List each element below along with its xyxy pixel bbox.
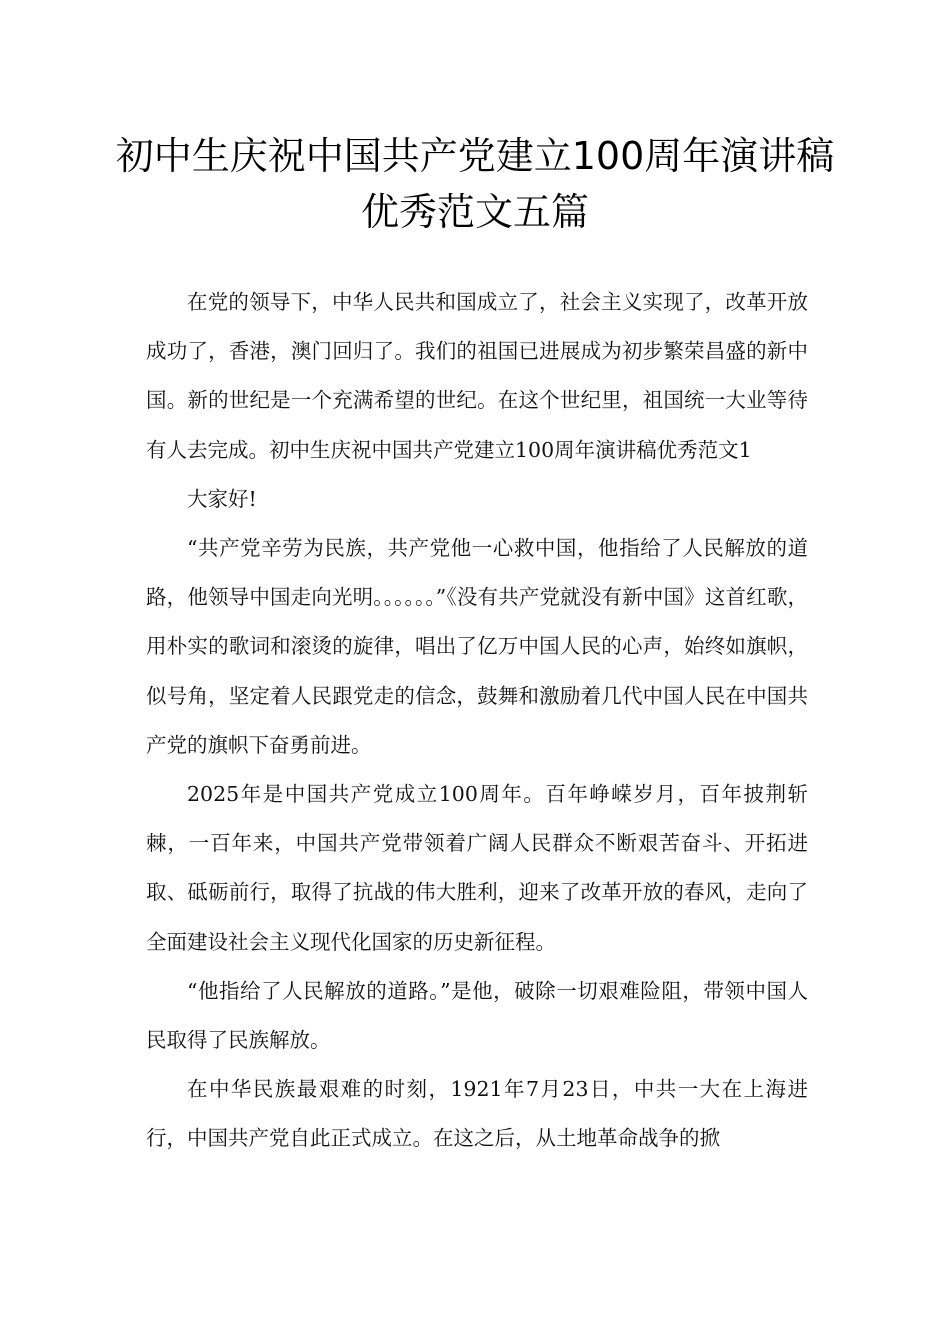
paragraph-liberation: “他指给了人民解放的道路。”是他，破除一切艰难险阻，带领中国人民取得了民族解放。: [146, 978, 808, 1053]
paragraph-intro: 在党的领导下，中华人民共和国成立了，社会主义实现了，改革开放成功了，香港，澳门回归了。我们的祖国已进展成为初步繁荣昌盛的新中国。新的世纪是一个充满希望的世纪。在这个世纪里，祖国统一大业等待有人去完成。初中生庆祝中国共产党建立100周年演讲稿优秀范文1: [146, 290, 808, 462]
paragraph-centenary: 2025年是中国共产党成立100周年。百年峥嵘岁月，百年披荆斩棘，一百年来，中国共产党带领着广阔人民群众不断艰苦奋斗、开拓进取、砥砺前行，取得了抗战的伟大胜利，迎来了改革开放的春风，走向了全面建设社会主义现代化国家的历史新征程。: [146, 782, 808, 954]
document-body: [146, 278, 808, 1164]
paragraph-song: “共产党辛劳为民族，共产党他一心救中国，他指给了人民解放的道路，他领导中国走向光明。。。。。。”《没有共产党就没有新中国》这首红歌，用朴实的歌词和滚烫的旋律，唱出了亿万中国人民的心声，始终如旗帜，似号角，坚定着人民跟党走的信念，鼓舞和激励着几代中国人民在中国共产党的旗帜下奋勇前进。: [146, 536, 808, 757]
paragraph-founding: 在中华民族最艰难的时刻，1921年7月23日，中共一大在上海进行，中国共产党自此正式成立。在这之后，从土地革命战争的掀: [146, 1077, 808, 1151]
document-title: 初中生庆祝中国共产党建立100周年演讲稿优秀范文五篇: [115, 134, 835, 234]
paragraph-greeting: 大家好!: [187, 486, 257, 511]
